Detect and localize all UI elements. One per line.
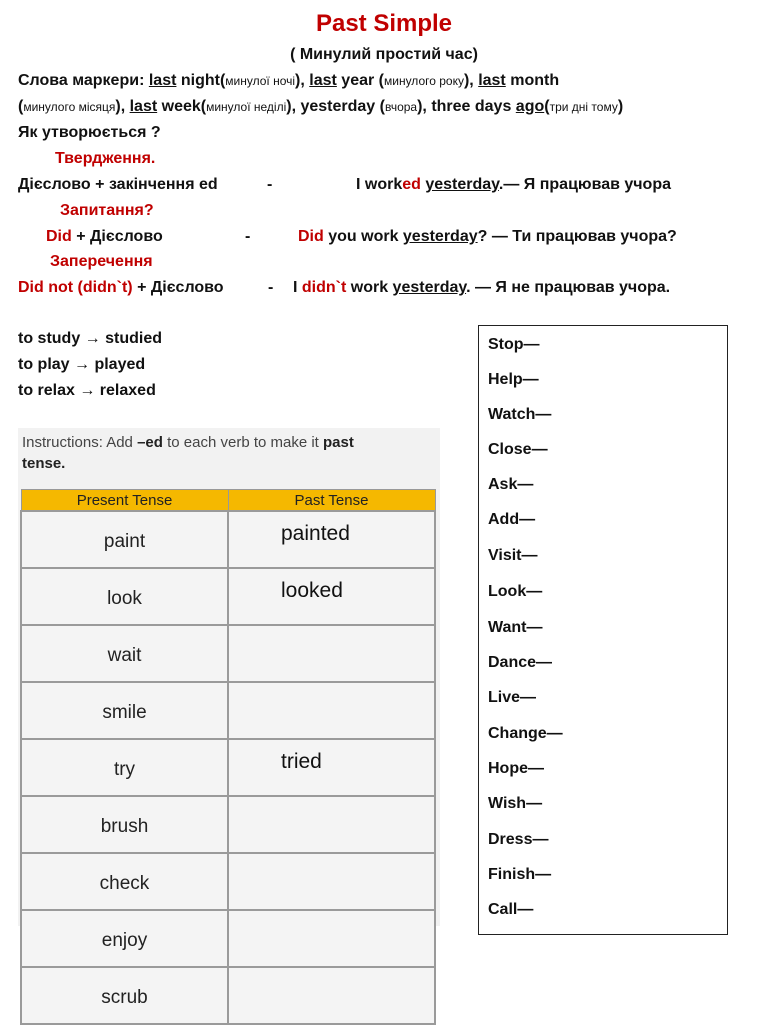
table-row xyxy=(21,796,435,853)
marker-ago: ago xyxy=(515,98,545,115)
markers-line-1 xyxy=(18,72,559,90)
worksheet-instructions xyxy=(22,432,432,474)
negative-ex-mid: work xyxy=(346,279,393,296)
verb-item: Visit— xyxy=(488,547,538,564)
past-cell[interactable]: looked xyxy=(228,568,435,625)
question-ex-translation: ? — Ти працював учора? xyxy=(477,228,677,245)
verb-item: Look— xyxy=(488,583,543,600)
table-row xyxy=(21,682,435,739)
question-ex-yesterday: yesterday xyxy=(402,228,478,245)
markers-line-2 xyxy=(18,98,623,116)
marker-last-week: last xyxy=(129,98,158,115)
question-rule-rest: + Дієслово xyxy=(71,228,163,245)
instr-part-a: Instructions: Add xyxy=(22,434,138,451)
table-row xyxy=(21,853,435,910)
table-header-row xyxy=(21,490,435,512)
table-row xyxy=(21,910,435,967)
present-cell: wait xyxy=(21,625,228,682)
question-heading: Запитання? xyxy=(60,202,154,219)
negative-ex-i: I xyxy=(293,279,302,296)
past-cell[interactable] xyxy=(228,967,435,1024)
past-cell[interactable] xyxy=(228,682,435,739)
markers-lead: Слова маркери: xyxy=(18,72,149,89)
marker-year-translation: минулого року xyxy=(383,74,464,88)
affirmative-dash: - xyxy=(267,176,273,193)
present-cell: try xyxy=(21,739,228,796)
marker-sep: ), xyxy=(463,72,479,89)
verb-item: Call— xyxy=(488,901,534,918)
instr-ed: –ed xyxy=(137,434,163,451)
marker-sep: ), xyxy=(115,98,130,115)
verb-item: Wish— xyxy=(488,795,543,812)
affirmative-heading: Твердження. xyxy=(55,150,156,167)
present-cell: look xyxy=(21,568,228,625)
verb-item: Close— xyxy=(488,441,548,458)
marker-paren: ( xyxy=(18,98,24,115)
marker-week: week( xyxy=(157,98,207,115)
question-ex-did: Did xyxy=(298,228,324,245)
verb-item: Help— xyxy=(488,371,539,388)
verb-item: Dress— xyxy=(488,831,549,848)
affirmative-ex-start: I work xyxy=(356,176,403,193)
marker-last-year: last xyxy=(309,72,337,89)
negative-rule xyxy=(18,279,224,297)
question-example xyxy=(298,228,677,246)
verb-item: Dance— xyxy=(488,654,553,671)
verb-item: Live— xyxy=(488,689,537,706)
how-formed: Як утворюється ? xyxy=(18,124,161,141)
negative-ex-translation: . — Я не працював учора. xyxy=(466,279,671,296)
negative-dash: - xyxy=(268,279,274,296)
question-rule xyxy=(46,228,163,246)
marker-paren: ( xyxy=(544,98,550,115)
present-cell: smile xyxy=(21,682,228,739)
marker-year: year ( xyxy=(336,72,384,89)
table-row xyxy=(21,967,435,1024)
instr-tense: tense. xyxy=(22,455,66,472)
verb-item: Watch— xyxy=(488,406,552,423)
verb-table xyxy=(20,489,436,1025)
marker-ago-translation: три дні тому xyxy=(549,100,618,114)
present-cell: enjoy xyxy=(21,910,228,967)
marker-month: month xyxy=(505,72,560,89)
past-cell[interactable]: tried xyxy=(228,739,435,796)
present-cell: check xyxy=(21,853,228,910)
negative-did-not: Did not (didn`t) xyxy=(18,279,133,296)
worksheet xyxy=(18,428,440,1008)
question-dash: - xyxy=(245,228,251,245)
table-row xyxy=(21,739,435,796)
marker-night-translation: минулої ночі xyxy=(225,74,296,88)
marker-yesterday: ), yesterday ( xyxy=(286,98,385,115)
verb-item: Change— xyxy=(488,725,563,742)
col-present-tense: Present Tense xyxy=(21,490,228,512)
verb-item: Hope— xyxy=(488,760,544,777)
page-title: Past Simple xyxy=(315,10,453,37)
table-row xyxy=(21,625,435,682)
negative-ex-didnt: didn`t xyxy=(301,279,347,296)
negative-heading: Заперечення xyxy=(50,253,153,270)
verb-item: Want— xyxy=(488,619,543,636)
verb-item: Stop— xyxy=(488,336,540,353)
marker-yesterday-translation: вчора xyxy=(384,100,418,114)
affirmative-ex-ending: ed xyxy=(402,176,421,193)
marker-last-month: last xyxy=(478,72,506,89)
present-cell: brush xyxy=(21,796,228,853)
verb-item: Finish— xyxy=(488,866,552,883)
example-relax: to relax → relaxed xyxy=(18,382,156,399)
instr-part-b: to each verb to make it xyxy=(162,434,324,451)
verb-item: Ask— xyxy=(488,476,534,493)
marker-paren: ) xyxy=(617,98,624,115)
marker-week-translation: минулої неділі xyxy=(206,100,287,114)
negative-ex-yesterday: yesterday xyxy=(392,279,467,296)
past-cell[interactable] xyxy=(228,796,435,853)
marker-month-translation: минулого місяця xyxy=(23,100,116,114)
example-play: to play → played xyxy=(18,356,146,373)
marker-last-night: last xyxy=(148,72,177,89)
verb-item: Add— xyxy=(488,511,536,528)
marker-sep: ), xyxy=(295,72,310,89)
past-cell[interactable] xyxy=(228,625,435,682)
marker-night: night( xyxy=(176,72,226,89)
affirmative-ex-yesterday: yesterday xyxy=(425,176,499,193)
question-ex-mid: you work xyxy=(323,228,403,245)
past-cell[interactable]: painted xyxy=(228,511,435,568)
present-cell: paint xyxy=(21,511,228,568)
past-cell[interactable] xyxy=(228,910,435,967)
past-cell[interactable] xyxy=(228,853,435,910)
affirmative-rule: Дієслово + закінчення ed xyxy=(18,176,218,193)
affirmative-example xyxy=(356,176,671,194)
negative-example xyxy=(293,279,670,297)
marker-three-days: ), three days xyxy=(417,98,516,115)
instr-past: past xyxy=(323,434,354,451)
table-row xyxy=(21,511,435,568)
affirmative-ex-translation: .— Я працював учора xyxy=(498,176,671,193)
page-subtitle: ( Минулий простий час) xyxy=(290,46,478,63)
table-row xyxy=(21,568,435,625)
verb-list-box xyxy=(478,325,728,935)
negative-rule-rest: + Дієслово xyxy=(132,279,224,296)
present-cell: scrub xyxy=(21,967,228,1024)
col-past-tense: Past Tense xyxy=(228,490,435,512)
question-did: Did xyxy=(46,228,72,245)
example-study: to study → studied xyxy=(18,330,162,347)
